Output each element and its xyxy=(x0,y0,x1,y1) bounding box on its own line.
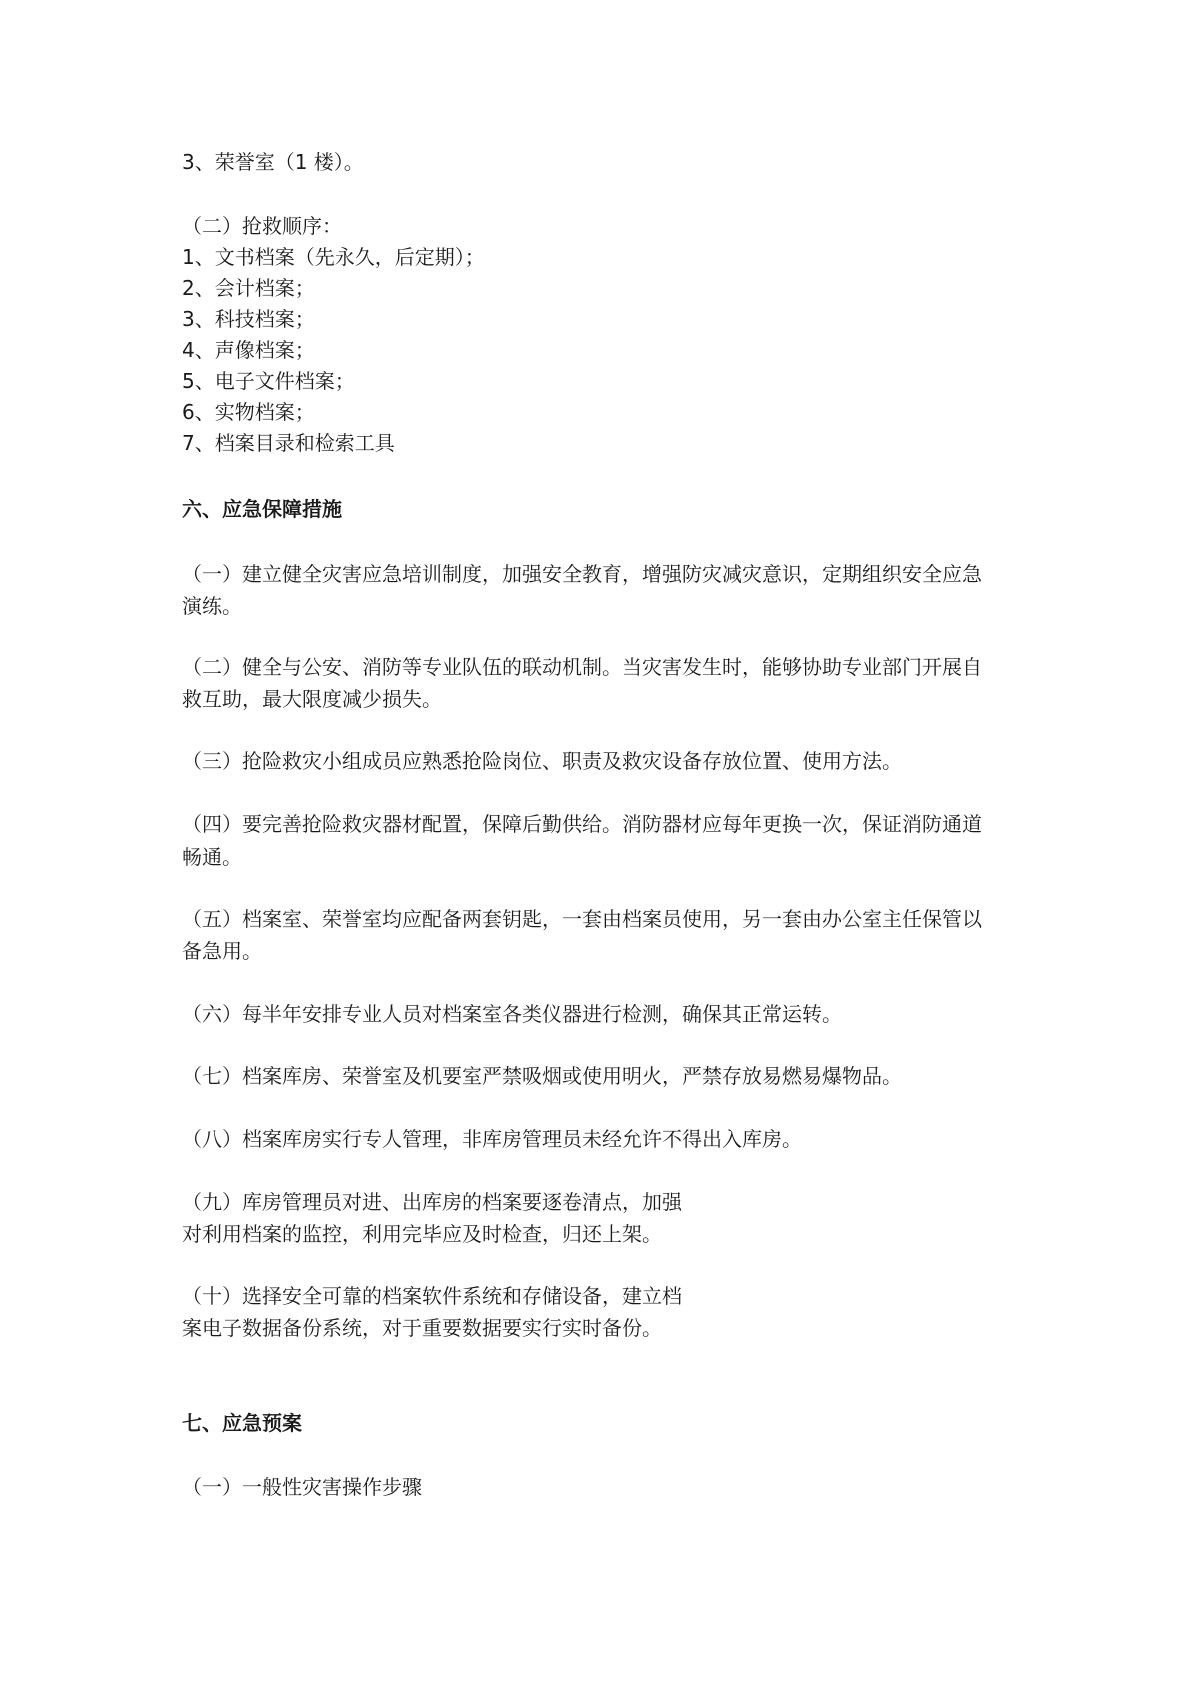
text-line: （五）档案室、荣誉室均应配备两套钥匙，一套由档案员使用，另一套由办公室主任保管以 xyxy=(182,907,982,931)
text-line: （三）抢险救灾小组成员应熟悉抢险岗位、职责及救灾设备存放位置、使用方法。 xyxy=(182,749,902,773)
text-line: 3、荣誉室（1 楼）。 xyxy=(182,150,364,174)
text-line: 救互助，最大限度减少损失。 xyxy=(182,687,442,711)
text-line: （四）要完善抢险救灾器材配置，保障后勤供给。消防器材应每年更换一次，保证消防通道 xyxy=(182,812,982,836)
text-line: （八）档案库房实行专人管理，非库房管理员未经允许不得出入库房。 xyxy=(182,1127,802,1151)
text-line: （一）一般性灾害操作步骤 xyxy=(182,1475,422,1499)
text-line: 2、会计档案； xyxy=(182,276,315,300)
text-line: 对利用档案的监控，利用完毕应及时检查，归还上架。 xyxy=(182,1222,662,1246)
text-line: 6、实物档案； xyxy=(182,400,315,424)
text-line: 1、文书档案（先永久，后定期）； xyxy=(182,245,485,269)
text-line: 3、科技档案； xyxy=(182,307,315,331)
section-heading: 六、应急保障措施 xyxy=(182,497,342,521)
section-heading: 七、应急预案 xyxy=(182,1411,302,1435)
text-line: 5、电子文件档案； xyxy=(182,369,355,393)
text-line: （一）建立健全灾害应急培训制度，加强安全教育，增强防灾减灾意识，定期组织安全应急 xyxy=(182,562,982,586)
text-line: 备急用。 xyxy=(182,939,262,963)
text-line: 7、档案目录和检索工具 xyxy=(182,431,395,455)
text-line: 畅通。 xyxy=(182,845,242,869)
text-line: （六）每半年安排专业人员对档案室各类仪器进行检测，确保其正常运转。 xyxy=(182,1002,842,1026)
text-line: 4、声像档案； xyxy=(182,338,315,362)
text-line: （二）健全与公安、消防等专业队伍的联动机制。当灾害发生时，能够协助专业部门开展自 xyxy=(182,655,982,679)
text-line: （二）抢救顺序： xyxy=(182,214,342,238)
text-line: 演练。 xyxy=(182,594,242,618)
text-line: 案电子数据备份系统，对于重要数据要实行实时备份。 xyxy=(182,1316,662,1340)
text-line: （九）库房管理员对进、出库房的档案要逐卷清点，加强 xyxy=(182,1190,682,1214)
text-line: （七）档案库房、荣誉室及机要室严禁吸烟或使用明火，严禁存放易燃易爆物品。 xyxy=(182,1064,902,1088)
text-line: （十）选择安全可靠的档案软件系统和存储设备，建立档 xyxy=(182,1284,682,1308)
